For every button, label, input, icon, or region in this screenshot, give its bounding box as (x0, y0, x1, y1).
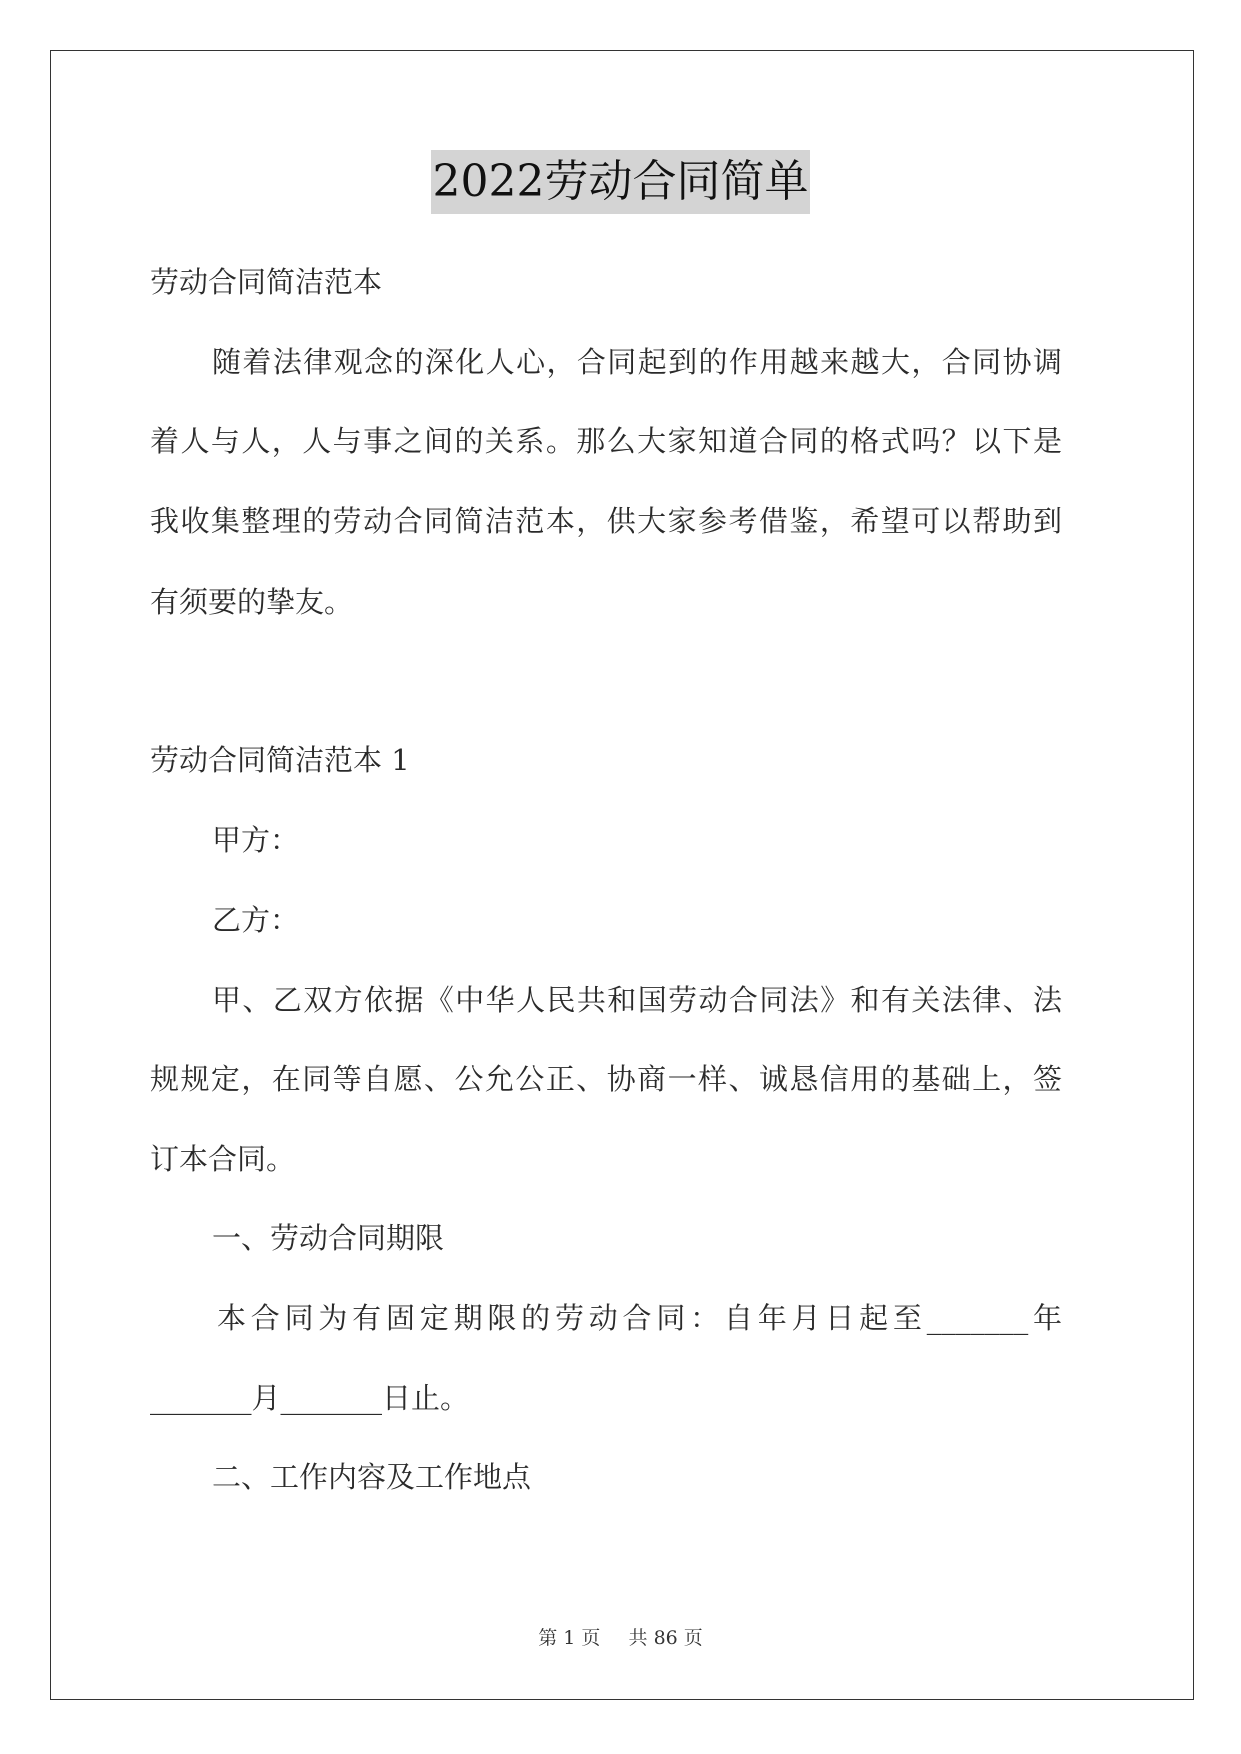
clause-1-line-2: _______月_______日止。 (150, 1381, 470, 1415)
title-container (0, 150, 1241, 214)
clause-1-heading: 一、劳动合同期限 (212, 1221, 445, 1255)
clause-1-line-1: 本合同为有固定期限的劳动合同：自年月日起至_______年 (217, 1301, 1062, 1335)
intro-line-4: 有须要的挚友。 (150, 585, 354, 619)
page-number: 第 1 页 (538, 1627, 601, 1649)
basis-line-3: 订本合同。 (150, 1142, 296, 1176)
total-pages: 共 86 页 (628, 1627, 703, 1649)
basis-line-2: 规规定，在同等自愿、公允公正、协商一样、诚恳信用的基础上，签 (150, 1062, 1062, 1096)
basis-line-1: 甲、乙双方依据《中华人民共和国劳动合同法》和有关法律、法 (212, 983, 1062, 1017)
intro-line-3: 我收集整理的劳动合同简洁范本，供大家参考借鉴，希望可以帮助到 (150, 504, 1062, 538)
party-a-label: 甲方： (212, 823, 300, 857)
document-title: 2022劳动合同简单 (431, 150, 811, 214)
clause-2-heading: 二、工作内容及工作地点 (212, 1460, 532, 1494)
page-footer (0, 1625, 1241, 1651)
party-b-label: 乙方： (212, 903, 300, 937)
intro-line-1: 随着法律观念的深化人心，合同起到的作用越来越大，合同协调 (212, 345, 1062, 379)
section-heading: 劳动合同简洁范本 1 (150, 743, 410, 777)
subtitle: 劳动合同简洁范本 (150, 265, 383, 299)
intro-line-2: 着人与人，人与事之间的关系。那么大家知道合同的格式吗？以下是 (150, 424, 1062, 458)
